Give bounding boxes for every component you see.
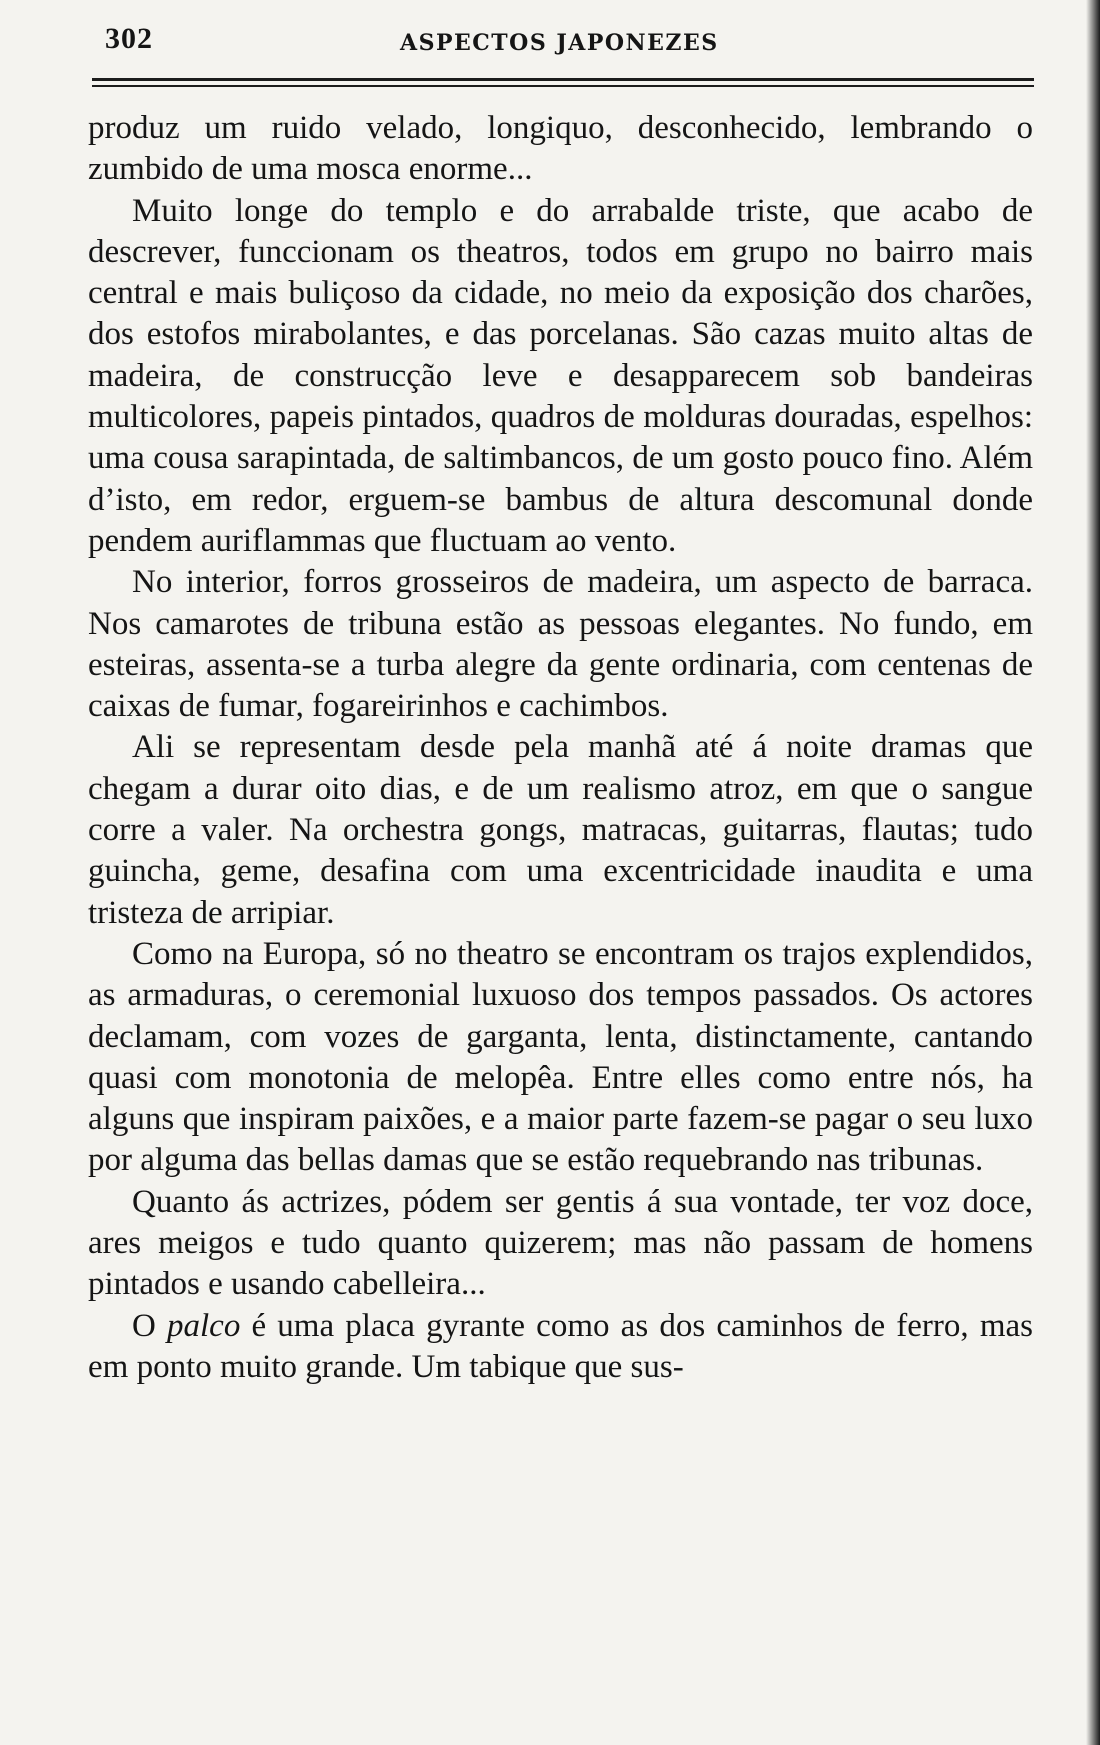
header-rule-thick [92,78,1034,81]
page-header [105,18,1035,68]
paragraph-7-rest: é uma placa gyrante como as dos caminhos de ferro, mas em ponto muito grande. Um tabique que sus- [88,1307,1033,1385]
paragraph-7-start: O [132,1307,167,1344]
paragraph-6: Quanto ás actrizes, pódem ser gentis á sua vontade, ter voz doce, ares meigos e tudo quanto quizerem; mas não passam de homens pintados e usando cabelleira... [88,1183,1033,1303]
paragraph-7 [88,1306,1033,1389]
italic-word-palco: palco [167,1307,241,1344]
page-number: 302 [105,22,153,55]
page-edge-shadow [1086,0,1100,1745]
paragraph-4: Ali se representam desde pela manhã até á noite dramas que chegam a durar oito dias, e de um realismo atroz, em que o sangue corre a valer. Na orchestra gongs, matracas, guitarras, flautas; tudo guincha, geme, desafina com uma excentricidade inaudita e uma tristeza de arripiar. [88,729,1033,931]
header-rule-thin [92,85,1034,87]
paragraph-5: Como na Europa, só no theatro se encontram os trajos explendidos, as armaduras, o ceremonial luxuoso dos tempos passados. Os actores declamam, com vozes de garganta, lenta, distinctamente, cantando quasi com monotonia de melopêa. Entre elles como entre nós, ha alguns que inspiram paixões, e a maior parte fazem-se pagar o seu luxo por alguma das bellas damas que se estão requebrando nas tribunas. [88,935,1033,1179]
paragraph-3: No interior, forros grosseiros de madeira, um aspecto de barraca. Nos camarotes de tribuna estão as pessoas elegantes. No fundo, em esteiras, assenta-se a turba alegre da gente ordinaria, com centenas de caixas de fumar, fogareirinhos e cachimbos. [88,564,1033,725]
paragraph-1: produz um ruido velado, longiquo, desconhecido, lembrando o zumbido de uma mosca enorme... [88,110,1033,188]
running-head: ASPECTOS JAPONEZES [400,30,719,56]
paragraph-2: Muito longe do templo e do arrabalde triste, que acabo de descrever, funccionam os theatros, todos em grupo no bairro mais central e mais buliçoso da cidade, no meio da exposição dos charões, dos estofos mirabolantes, e das porcelanas. São cazas muito altas de madeira, de construcção leve e desapparecem sob bandeiras multicolores, papeis pintados, quadros de molduras douradas, espelhos: uma cousa sarapintada, de saltimbancos, de um gosto pouco fino. Além d’isto, em redor, erguem-se bambus de altura descomunal donde pendem auriflammas que fluctuam ao vento. [88,192,1033,559]
body-text [88,108,1033,1388]
